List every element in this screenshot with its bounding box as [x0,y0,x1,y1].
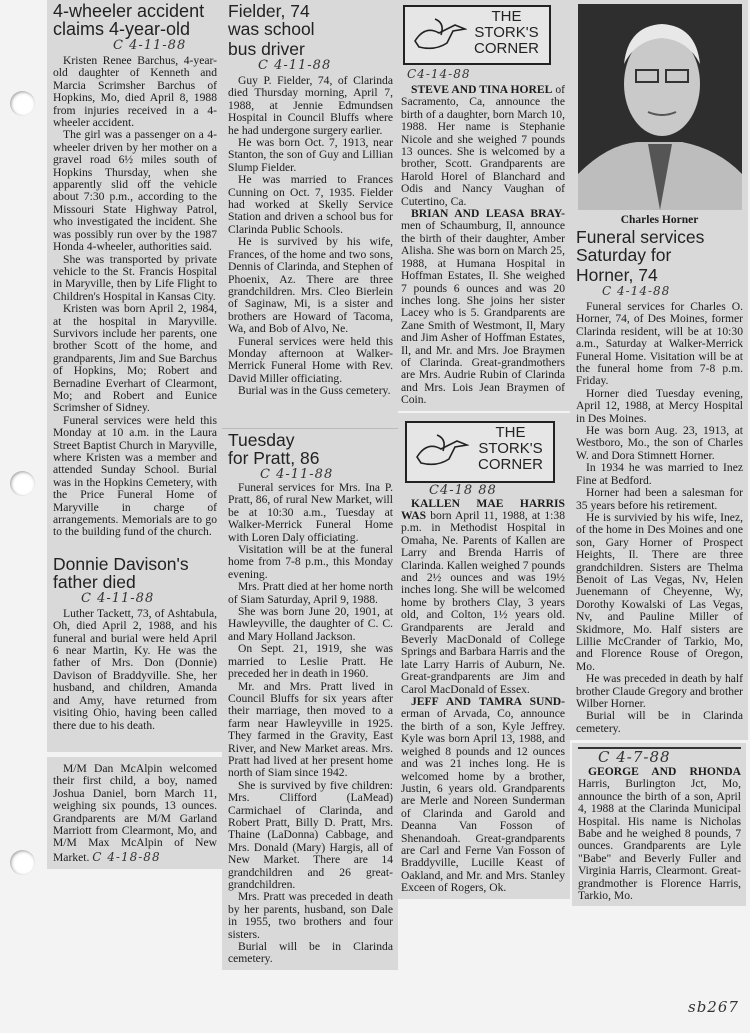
stork-icon [413,431,469,471]
punch-hole [10,850,35,875]
article-body [228,482,393,966]
banner-title [474,9,539,57]
article-body [53,608,217,732]
paragraph: Mrs. Pratt died at her home north of Siam Saturday, April 9, 1988. [228,580,393,606]
headline-line: Funeral services [576,227,705,247]
paragraph: He was married to Frances Cunning on Oct. 7, 1935. Fielder had worked at Skelly Service Station and driven a school bus for Clarinda Public Schools. [228,173,393,236]
paragraph: Burial will be in Clarinda cemetery. [228,940,393,966]
portrait-image [578,4,742,210]
paragraph: The girl was a passenger on a 4-wheeler driven by her mother on a gravel road 6½ miles south of Hopkins Thursday, when she apparently slid off the vehicle about 7:30 p.m., according to the Missouri State Highway Patrol, who investigated the incident. She was possibly run over by the 1987 Honda 4-wheeler, authorities said. [53,128,217,254]
portrait-photo [578,4,742,210]
headline-line: Donnie Davison's [53,553,189,574]
paragraph: Kristen Renee Barchus, 4-year-old daughter of Kenneth and Marcia Scrimsher Barchus of Hopkins, Mo, died April 8, 1988 from injuries received in a 4-wheeler accident. [53,54,217,130]
banner-line: THE [495,423,526,441]
clipping-pratt [222,428,398,970]
paragraph: Mr. and Mrs. Pratt lived in Council Bluffs for six years after their marriage, then moved to a farm near Hawleyville in 1925. They farmed in the Gravity, East River, and New Market areas. Mrs. Pratt had lived at her present home north of Siam since 1942. [228,679,393,780]
headline-line: claims 4-year-old [53,19,191,39]
clipping-accident [47,0,222,752]
clipping-fielder [222,0,398,428]
paragraph: He was preceded in death by half brother Claude Gregory and brother Wilber Horner. [576,672,743,710]
announcement-lead: STEVE AND TINA HOREL [411,83,553,96]
headline-line: 4-wheeler accident [53,1,205,21]
column-3 [398,0,570,899]
banner-line: STORK'S [474,24,539,41]
paragraph: Visitation will be at the funeral home from 7-8 p.m., this Monday evening. [228,543,393,581]
paragraph: He is survivied by his wife, Inez, of the home in Des Moines and one son, Gary Horner of Prospect Heights, Il. There are three grandchildren. Sisters are Thelma Benoit of Las Vegas, Nv, Helen Juenemann of Cheyenne, Wy, Dorothy Kowalski of Las Vegas, Nv, and Pauline Miller of Skidmore, Mo. Half sisters are Lillie McCrander of Tarkio, Mo, and Florence Rouse of Oregon, Mo. [576,510,743,673]
paragraph: Funeral services for Charles O. Horner, 74, of Des Moines, former Clarinda resident, will be at 10:30 a.m., Saturday at Walker-Merrick Funeral Home. Visitation will be at the funeral home from 7-8 p.m. Friday. [576,300,743,388]
clipping-storks-corner-2 [398,413,570,899]
paragraph: Luther Tackett, 73, of Ashtabula, Oh, died April 2, 1988, and his funeral and burial were held April 6 near Martin, Ky. He was the father of Mrs. Don (Donnie) Davison of Braddyville. She, her husband, and children, Amanda and Amy, have returned from visiting Ohio, having been called there due to his death. [53,606,217,732]
birth-announcement [401,696,565,895]
banner-line: CORNER [477,455,543,473]
column-2 [222,0,398,970]
announcement-lead: GEORGE AND RHONDA [588,765,741,778]
clipping-mcalpin [47,757,222,869]
article-body [53,763,217,865]
storks-corner-banner [403,5,551,65]
paragraph: Horner died Tuesday evening, April 12, 1988, at Mercy Hospital in Des Moines. [576,386,743,425]
photo-caption: Charles Horner [620,214,699,226]
article-body [576,301,743,735]
article-body [53,55,217,539]
announcement-text: men of Schaumburg, Il, announce the birth of their daughter, Amber Alisha. She was born on March 25, 1988, at Humana Hospital in Hoffman Estates, Il. She weighed 7 pounds 6 ounces and was 20 inches long. She joins her sister Lacey who is 5. Grandparents are Zane Smith of Westmont, Il, Mary and Jim Asher of Hoffman Estates, Il, and Mr. and Mrs. Joe Braymen of Clarinda. Great-grandmothers are Mrs. Audrie Rubin of Clarinda and Mrs. Lois Jean Braymen of Coin. [401,219,565,407]
announcement-text: Harris, Burlington Jct, Mo, announce the birth of a son, April 4, 1988 at the Clarinda Municipal Hospital. His name is Nicholas Babe and he weighed 8 pounds, 7 ounces. Grandparents are Lyle "Babe" and Beverly Fuller and Virginia Harris, Clearmont. Great-grandmother is Florence Harris, Tarkio, Mo. [578,777,741,903]
handwritten-date: C 4-7-88 [598,748,671,766]
handwritten-date: C4-14-88 [407,67,471,81]
handwritten-date: C4-18 88 [429,482,497,498]
headline-line: Horner, 74 [576,265,658,285]
handwritten-page-number: sb267 [688,998,739,1016]
paragraph: Horner had been a salesman for 35 years before his retirement. [576,486,743,512]
paragraph: She was born June 20, 1901, at Hawleyville, the daughter of C. C. and Mary Holland Jackson. [228,605,393,643]
handwritten-date: C 4-18-88 [92,849,161,864]
headline [228,431,393,467]
headline [53,555,217,591]
paragraph: On Sept. 21, 1919, she was married to Leslie Pratt. He preceded her in death in 1960. [228,642,393,681]
paragraph: Funeral services were held this Monday at 10 a.m. in the Laura Street Baptist Church in Maryville, where Kristen was a member and attended Sunday School. Burial was in the Hopkins Cemetery, with the Price Funeral Home of Maryville in charge of arrangements. Memorials are to go to the building fund of the church. [53,413,217,539]
paragraph: She is survived by five children: Mrs. Clifford (LaMead) Carmichael of Clarinda, and Robert Pratt, Billy D. Pratt, Mrs. Thaine (LaDonna) Cabbage, and Mrs. Donald (Mary) Hargis, all of New Market. There are 14 grandchildren and 26 great-grandchildren. [228,778,393,891]
handwritten-date: C 4-11-88 [258,58,332,73]
article-body [578,766,741,902]
headline-line: Tuesday [228,430,295,450]
announcement-text: of Sacramento, Ca, announce the birth of a daughter, born March 10, 1988. Her name is Stephanie Nicole and she weighed 7 pounds 13 ounces. She is welcomed by a brother, Scott. Grandparents are Harold Horel of Blanchard and Odis and Nancy Vaughan of Cutertino, Ca. [401,83,565,208]
birth-announcement [578,766,741,902]
headline-line: bus driver [228,39,305,59]
punch-hole [10,91,35,116]
paragraph: He is survived by his wife, Frances, of the home and two sons, Dennis of Clarinda, and Stephen of Phoenix, Az. There are three grandchildren. Mrs. Cleo Bierlein of Saginaw, Mi, is a sister and brothers are Howard of Tacoma, Wa, and Bob of Alvo, Ne. [228,235,393,336]
stork-icon [411,15,467,55]
paragraph: In 1934 he was married to Inez Fine at Bedford. [576,461,743,487]
paragraph: Kristen was born April 2, 1984, at the hospital in Maryville. Survivors include her parents, one brother Scott of the home, and grandparents, Jim and Sue Barchus of Hopkins, Mo; Robert and Bernadine Everhart of Clearmont, Mo; and Robert and Eunice Scrimsher of Sidney. [53,302,217,415]
announcement-lead: JEFF AND TAMRA SUND- [411,695,565,709]
paragraph: Burial was in the Guss cemetery. [238,384,391,398]
paragraph: He was born Aug. 23, 1913, at Westboro, Mo., the son of Charles W. and Dora Stimnett Horner. [576,424,743,462]
announcement-text: born April 11, 1988, at 1:38 p.m. in Methodist Hospital in Omaha, Ne. Parents of Kallen are Larry and Brenda Harris of Clarinda. Kallen weighed 7 pounds and 2½ ounces and was 19½ inches long. She will be welcomed home by brothers Clay, 3 years old, and Colton, 1½ years old. Grandparents are Jerald and Beverly MacDonald of College Springs and Barbara Harris and the late Larry Harris of Auburn, Ne. Great-grandparents are Jim and Carol MacDonald of Essex. [401,508,565,696]
handwritten-date: C 4-11-88 [113,38,187,53]
headline-line: Saturday for [576,245,672,265]
paragraph: She was transported by private vehicle to the St. Francis Hospital in Maryville, then by Life Flight to Children's Hospital in Kansas City. [53,252,217,303]
paragraph: Funeral services for Mrs. Ina P. Pratt, 86, of rural New Market, will be at 10:30 a.m., Tuesday at Walker-Merrick Funeral Home with Loren Daly officiating. [228,481,393,544]
clipping-george-rhonda [572,743,746,906]
birth-announcement [401,498,565,697]
banner-title [478,425,543,473]
headline-line: for Pratt, 86 [228,448,320,468]
announcement-text: erman of Arvada, Co, announce the birth of a son, Kyle Jeffrey. Kyle was born April 13, 1988, and weighed 8 pounds and 12 ounces and was 21 inches long. He is welcomed home by a brother, Justin, 6 years old. Grandparents are Merle and Noreen Sunderman of Clarinda and Garold and Deanna Van Fosson of Shenandoah. Great-grandparents are Carl and Ferne Van Fosson of Braddyville, Lucille Keast of Oakland, and Mr. and Mrs. Stanley Exceen of Rogers, Ok. [401,707,565,895]
headline-line: Fielder, 74 [228,1,310,21]
column-4 [570,0,748,906]
clipping-horner [570,0,748,740]
handwritten-date: C 4-11-88 [260,467,334,482]
banner-line: THE [491,8,522,25]
article-body [401,498,565,895]
handwritten-date: C 4-11-88 [81,590,155,606]
column-1 [47,0,222,869]
headline [576,228,743,284]
banner-line: CORNER [473,40,539,57]
paragraph: Guy P. Fielder, 74, of Clarinda died Thursday morning, April 7, 1988, at Jennie Edmundsen Hospital in Council Bluffs where he had undergone surgery earlier. [228,74,393,137]
headline-line: father died [53,571,136,592]
article-body [228,75,393,398]
headline-line: was school [228,19,315,39]
punch-hole [10,471,35,496]
paragraph: Burial will be in Clarinda cemetery. [576,709,743,735]
paragraph: Funeral services were held this Monday afternoon at Walker-Merrick Funeral Home with Rev. David Miller officiating. [228,334,393,385]
paragraph [53,763,217,865]
headline [53,2,217,38]
headline [228,2,393,58]
banner-line: STORK'S [478,439,543,457]
article-body [401,84,565,407]
paragraph: Mrs. Pratt was preceded in death by her parents, husband, son Dale in 1955, two brothers and four sisters. [228,890,393,941]
handwritten-date: C 4-14-88 [602,284,671,298]
clipping-storks-corner-1 [398,0,570,411]
announcement-lead: BRIAN AND LEASA BRAY- [411,207,565,221]
paragraph-text: M/M Dan McAlpin welcomed their first child, a boy, named Joshua Daniel, born March 11, weighing six pounds, 13 ounces. Grandparents are M/M Garland Marriott from Clearmont, Mo, and M/M Max McAlpin of New Market. [53,762,217,864]
birth-announcement [401,208,565,407]
birth-announcement [401,84,565,208]
paragraph: He was born Oct. 7, 1913, near Stanton, the son of Guy and Lillian Slump Fielder. [228,136,393,174]
announcement-lead: KALLEN MAE HARRIS WAS [401,496,565,522]
storks-corner-banner [405,421,555,483]
